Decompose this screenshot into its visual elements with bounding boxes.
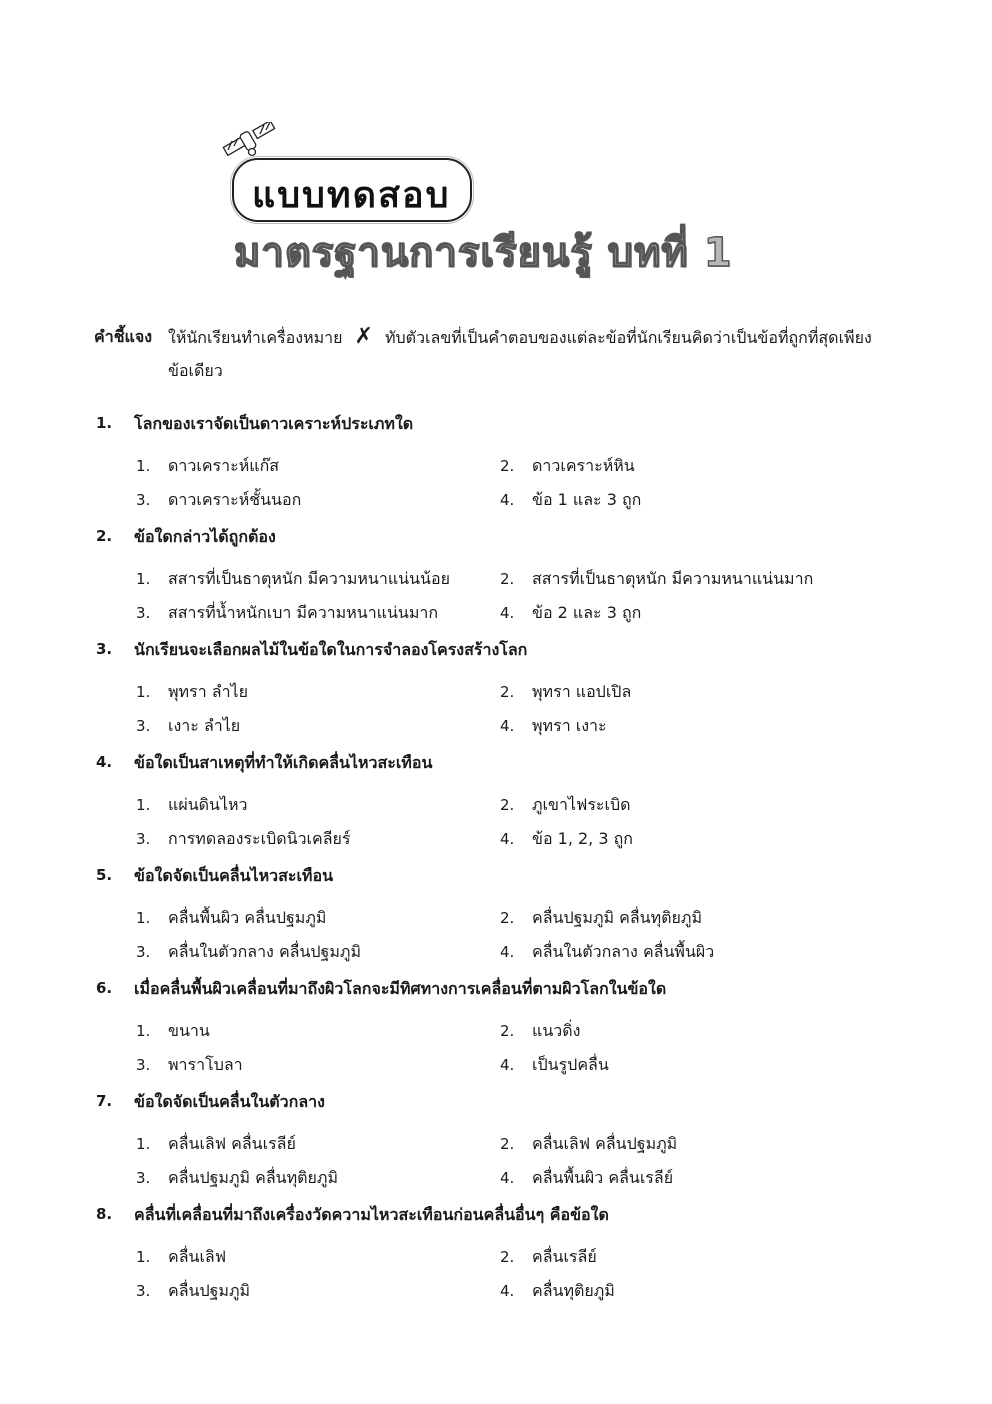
option-text: แนวดิ่ง xyxy=(532,1021,581,1040)
option-number: 1. xyxy=(136,457,151,475)
question-text: ข้อใดจัดเป็นคลื่นในตัวกลาง xyxy=(134,1092,325,1111)
option-text: คลื่นปฐมภูมิ xyxy=(168,1281,251,1300)
answer-option[interactable] xyxy=(136,601,438,626)
question-text: เมื่อคลื่นพื้นผิวเคลื่อนที่มาถึงผิวโลกจะมีทิศทางการเคลื่อนที่ตามผิวโลกในข้อใด xyxy=(134,979,667,998)
option-text: สสารที่เป็นธาตุหนัก มีความหนาแน่นมาก xyxy=(532,569,814,588)
option-number: 2. xyxy=(500,457,515,475)
option-number: 3. xyxy=(136,830,151,848)
option-text: คลื่นพื้นผิว คลื่นเรลีย์ xyxy=(532,1168,674,1187)
question-number: 3. xyxy=(96,640,113,658)
answer-option[interactable] xyxy=(500,1166,673,1191)
answer-option[interactable] xyxy=(136,1053,243,1078)
answer-option[interactable] xyxy=(500,793,631,818)
question-number: 8. xyxy=(96,1205,113,1223)
option-number: 2. xyxy=(500,796,515,814)
option-text: คลื่นพื้นผิว คลื่นปฐมภูมิ xyxy=(168,908,327,927)
option-text: คลื่นในตัวกลาง คลื่นปฐมภูมิ xyxy=(168,942,362,961)
answer-option[interactable] xyxy=(136,940,361,965)
option-text: พุทรา ลำไย xyxy=(168,682,248,701)
question-text: ข้อใดเป็นสาเหตุที่ทำให้เกิดคลื่นไหวสะเทือน xyxy=(134,753,433,772)
option-number: 3. xyxy=(136,1282,151,1300)
option-text: คลื่นเลิฟ คลื่นปฐมภูมิ xyxy=(532,1134,678,1153)
option-number: 2. xyxy=(500,570,515,588)
title-badge xyxy=(232,158,472,222)
question-item xyxy=(94,634,914,747)
answer-option[interactable] xyxy=(500,680,631,705)
option-number: 1. xyxy=(136,1135,151,1153)
question-item xyxy=(94,408,914,521)
option-text: พาราโบลา xyxy=(168,1055,243,1074)
answer-option[interactable] xyxy=(500,1132,677,1157)
answer-option[interactable] xyxy=(500,601,641,626)
instructions-text-after: ทับตัวเลขที่เป็นคำตอบของแต่ละข้อที่นักเรียนคิดว่าเป็นข้อที่ถูกที่สุดเพียง xyxy=(384,328,872,347)
option-text: คลื่นเรลีย์ xyxy=(532,1247,597,1266)
option-text: สสารที่น้ำหนักเบา มีความหนาแน่นมาก xyxy=(168,603,439,622)
option-text: สสารที่เป็นธาตุหนัก มีความหนาแน่นน้อย xyxy=(168,569,450,588)
answer-option[interactable] xyxy=(136,1166,338,1191)
option-number: 1. xyxy=(136,796,151,814)
question-text: ข้อใดกล่าวได้ถูกต้อง xyxy=(134,527,276,546)
option-text: ภูเขาไฟระเบิด xyxy=(532,795,631,814)
option-text: ดาวเคราะห์ชั้นนอก xyxy=(168,490,302,509)
answer-option[interactable] xyxy=(500,488,641,513)
question-item xyxy=(94,860,914,973)
option-number: 4. xyxy=(500,1169,515,1187)
question-text: นักเรียนจะเลือกผลไม้ในข้อใดในการจำลองโครงสร้างโลก xyxy=(134,640,528,659)
option-number: 2. xyxy=(500,683,515,701)
question-number: 5. xyxy=(96,866,113,884)
option-text: แผ่นดินไหว xyxy=(168,795,248,814)
answer-option[interactable] xyxy=(500,827,633,852)
option-number: 3. xyxy=(136,604,151,622)
option-number: 1. xyxy=(136,1022,151,1040)
option-text: คลื่นเลิฟ xyxy=(168,1247,227,1266)
answer-option[interactable] xyxy=(136,680,248,705)
instructions-label: คำชี้แจง xyxy=(94,327,153,346)
option-number: 1. xyxy=(136,570,151,588)
option-text: พุทรา แอปเปิล xyxy=(532,682,632,701)
question-item xyxy=(94,747,914,860)
option-number: 4. xyxy=(500,830,515,848)
answer-option[interactable] xyxy=(500,1053,609,1078)
option-text: คลื่นปฐมภูมิ คลื่นทุติยภูมิ xyxy=(532,908,703,927)
option-text: พุทรา เงาะ xyxy=(532,716,607,735)
question-number: 6. xyxy=(96,979,113,997)
option-text: ข้อ 1 และ 3 ถูก xyxy=(532,490,642,509)
title-badge-text: แบบทดสอบ xyxy=(252,175,451,216)
option-number: 4. xyxy=(500,604,515,622)
option-number: 4. xyxy=(500,1282,515,1300)
option-number: 2. xyxy=(500,1135,515,1153)
page-subtitle: มาตรฐานการเรียนรู้ บทที่ 1 xyxy=(234,230,733,276)
option-text: คลื่นเลิฟ คลื่นเรลีย์ xyxy=(168,1134,296,1153)
option-number: 2. xyxy=(500,909,515,927)
option-text: ข้อ 1, 2, 3 ถูก xyxy=(532,829,633,848)
answer-option[interactable] xyxy=(136,567,450,592)
page-header xyxy=(222,120,782,290)
answer-option[interactable] xyxy=(136,793,248,818)
question-number: 2. xyxy=(96,527,113,545)
answer-option[interactable] xyxy=(136,454,279,479)
option-text: เงาะ ลำไย xyxy=(168,716,241,735)
answer-option[interactable] xyxy=(136,906,326,931)
question-text: โลกของเราจัดเป็นดาวเคราะห์ประเภทใด xyxy=(134,414,414,433)
answer-option[interactable] xyxy=(500,567,813,592)
answer-option[interactable] xyxy=(136,827,351,852)
answer-option[interactable] xyxy=(136,714,240,739)
instructions-line-2: ข้อเดียว xyxy=(168,361,223,380)
option-text: คลื่นทุติยภูมิ xyxy=(532,1281,615,1300)
answer-option[interactable] xyxy=(136,1279,250,1304)
question-number: 1. xyxy=(96,414,113,432)
answer-option[interactable] xyxy=(136,1245,226,1270)
answer-option[interactable] xyxy=(500,906,702,931)
question-number: 7. xyxy=(96,1092,113,1110)
option-text: ขนาน xyxy=(168,1021,210,1040)
option-number: 2. xyxy=(500,1022,515,1040)
answer-option[interactable] xyxy=(136,488,301,513)
question-item xyxy=(94,973,914,1086)
option-number: 4. xyxy=(500,491,515,509)
option-number: 1. xyxy=(136,1248,151,1266)
option-text: ข้อ 2 และ 3 ถูก xyxy=(532,603,642,622)
instructions-text-before: ให้นักเรียนทำเครื่องหมาย xyxy=(168,328,343,347)
option-number: 2. xyxy=(500,1248,515,1266)
option-text: ดาวเคราะห์หิน xyxy=(532,456,635,475)
question-item xyxy=(94,1199,914,1312)
x-mark-icon: ✗ xyxy=(354,324,373,349)
question-item xyxy=(94,1086,914,1199)
option-number: 3. xyxy=(136,491,151,509)
answer-option[interactable] xyxy=(500,1279,615,1304)
answer-option[interactable] xyxy=(500,454,635,479)
option-number: 1. xyxy=(136,683,151,701)
answer-option[interactable] xyxy=(500,714,607,739)
question-list xyxy=(94,408,914,1312)
option-number: 1. xyxy=(136,909,151,927)
answer-option[interactable] xyxy=(136,1019,210,1044)
option-text: คลื่นในตัวกลาง คลื่นพื้นผิว xyxy=(532,942,715,961)
option-text: ดาวเคราะห์แก๊ส xyxy=(168,456,280,475)
answer-option[interactable] xyxy=(500,1245,597,1270)
option-text: คลื่นปฐมภูมิ คลื่นทุติยภูมิ xyxy=(168,1168,339,1187)
question-number: 4. xyxy=(96,753,113,771)
answer-option[interactable] xyxy=(500,1019,580,1044)
option-number: 3. xyxy=(136,1169,151,1187)
option-text: การทดลองระเบิดนิวเคลียร์ xyxy=(168,829,351,848)
question-text: ข้อใดจัดเป็นคลื่นไหวสะเทือน xyxy=(134,866,334,885)
option-number: 4. xyxy=(500,1056,515,1074)
option-number: 3. xyxy=(136,1056,151,1074)
option-text: เป็นรูปคลื่น xyxy=(532,1055,609,1074)
option-number: 4. xyxy=(500,943,515,961)
answer-option[interactable] xyxy=(136,1132,296,1157)
option-number: 3. xyxy=(136,943,151,961)
option-number: 4. xyxy=(500,717,515,735)
question-item xyxy=(94,521,914,634)
instructions-line-1 xyxy=(168,320,872,355)
option-number: 3. xyxy=(136,717,151,735)
answer-option[interactable] xyxy=(500,940,714,965)
question-text: คลื่นที่เคลื่อนที่มาถึงเครื่องวัดความไหวสะเทือนก่อนคลื่นอื่นๆ คือข้อใด xyxy=(134,1205,609,1224)
